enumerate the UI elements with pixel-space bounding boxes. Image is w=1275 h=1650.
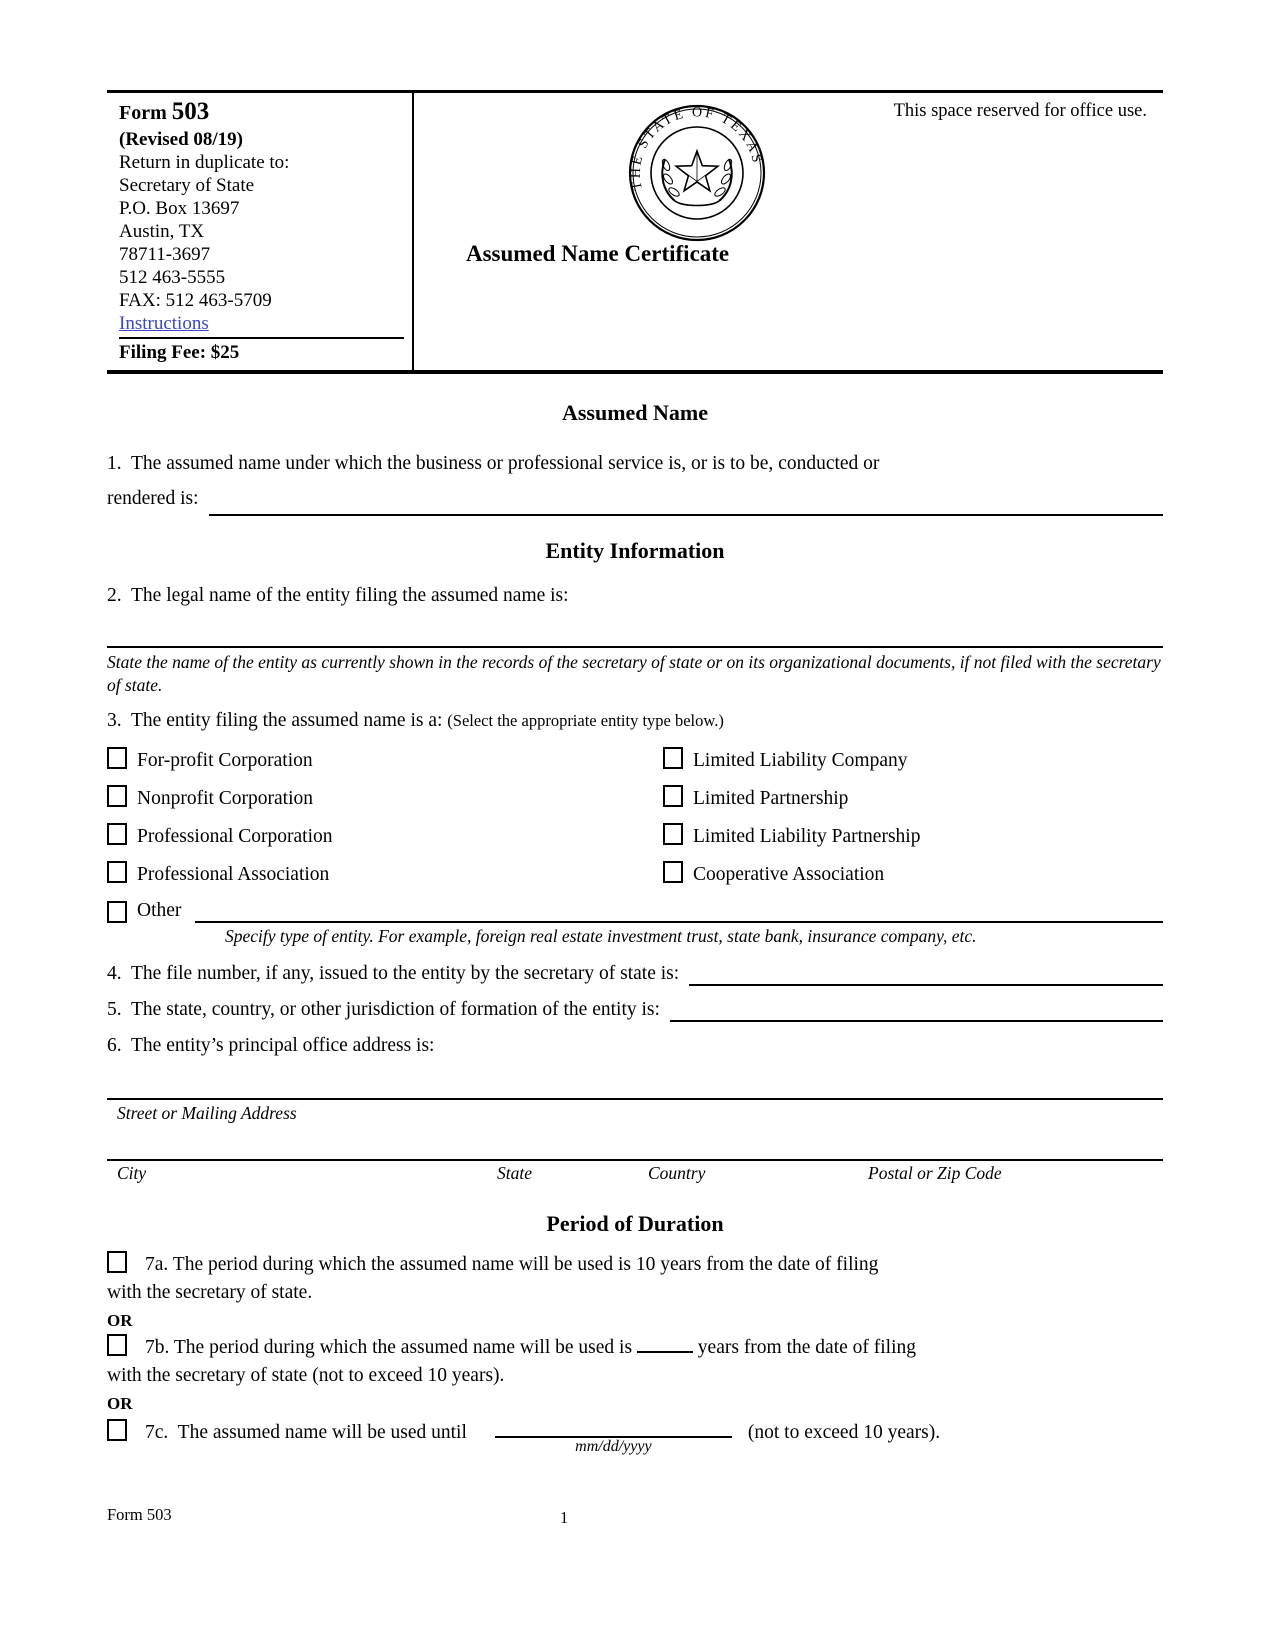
texas-state-seal-icon xyxy=(627,103,767,243)
checkbox-nonprofit-corporation[interactable] xyxy=(107,785,127,807)
section-heading-assumed-name: Assumed Name xyxy=(561,400,709,425)
item7c-text-before: 7c. The assumed name will be used until xyxy=(145,1422,467,1443)
entity-type-option xyxy=(663,823,1163,849)
item7a-row xyxy=(107,1251,1163,1307)
item7c-text-after: (not to exceed 10 years). xyxy=(747,1422,941,1443)
item7a-text-line1: 7a. The period during which the assumed name will be used is 10 years from the date of filing xyxy=(145,1254,879,1275)
entity-type-label: Professional Association xyxy=(137,864,330,885)
entity-type-label: Professional Corporation xyxy=(137,826,333,847)
footer-form-id: Form 503 xyxy=(107,1505,172,1524)
or-separator: OR xyxy=(107,1394,133,1413)
entity-type-option xyxy=(107,747,663,773)
form-word: Form xyxy=(119,102,167,124)
item1-row xyxy=(107,481,1163,516)
city-state-country-postal-input-line[interactable] xyxy=(107,1159,1163,1161)
entity-type-label: Cooperative Association xyxy=(693,864,885,885)
city-label: City xyxy=(117,1163,147,1183)
item1-text-line1: 1. The assumed name under which the business or professional service is, or is to be, conducted or xyxy=(107,453,880,474)
checkbox-cooperative-association[interactable] xyxy=(663,861,683,883)
legal-name-input-line[interactable] xyxy=(107,646,1163,648)
entity-type-label: Limited Liability Company xyxy=(693,750,908,771)
item3-label: 3. The entity filing the assumed name is a: xyxy=(107,710,443,731)
checkbox-limited-partnership[interactable] xyxy=(663,785,683,807)
checkbox-7b[interactable] xyxy=(107,1334,127,1356)
footer-page-number: 1 xyxy=(560,1508,569,1527)
instructions-link[interactable]: Instructions xyxy=(119,313,209,334)
fax-line: FAX: 512 463-5709 xyxy=(119,290,272,311)
item5-row xyxy=(107,998,1163,1022)
filing-fee: Filing Fee: $25 xyxy=(119,337,404,364)
entity-type-grid xyxy=(107,747,1163,887)
checkbox-7c[interactable] xyxy=(107,1419,127,1441)
jurisdiction-input-line[interactable] xyxy=(670,1020,1163,1022)
years-input-line[interactable] xyxy=(637,1333,693,1353)
form-number-line xyxy=(119,97,404,128)
form-content xyxy=(107,90,1163,1455)
item7b-text-after: years from the date of filing xyxy=(697,1337,917,1358)
entity-type-label: Nonprofit Corporation xyxy=(137,788,314,809)
entity-type-option xyxy=(107,823,663,849)
checkbox-7a[interactable] xyxy=(107,1251,127,1273)
street-address-input-line[interactable] xyxy=(107,1098,1163,1100)
entity-type-option xyxy=(663,861,1163,887)
return-address-line: Return in duplicate to: xyxy=(119,152,290,173)
country-label: Country xyxy=(648,1163,706,1183)
entity-type-option xyxy=(663,785,1163,811)
form-revision: (Revised 08/19) xyxy=(119,129,244,150)
date-input-line[interactable] xyxy=(495,1416,732,1455)
item6-text: 6. The entity’s principal office address is: xyxy=(107,1035,435,1056)
form-header-left-cell xyxy=(107,93,414,370)
return-address-line: Austin, TX xyxy=(119,221,205,242)
entity-type-option xyxy=(107,785,663,811)
item7c-row xyxy=(107,1416,1163,1455)
item2-text: 2. The legal name of the entity filing the assumed name is: xyxy=(107,585,569,606)
entity-type-option xyxy=(663,747,1163,773)
item7b-text-line2: with the secretary of state (not to exceed 10 years). xyxy=(107,1365,505,1386)
checkbox-professional-association[interactable] xyxy=(107,861,127,883)
assumed-name-input-line[interactable] xyxy=(209,514,1163,516)
item3-text xyxy=(107,709,1163,733)
item7b-text-before: 7b. The period during which the assumed name will be used is xyxy=(145,1337,633,1358)
checkbox-other[interactable] xyxy=(107,901,127,923)
entity-type-label: Limited Liability Partnership xyxy=(693,826,921,847)
other-entity-input-line[interactable] xyxy=(195,921,1163,923)
entity-type-label: Limited Partnership xyxy=(693,788,849,809)
street-address-label: Street or Mailing Address xyxy=(117,1103,297,1123)
file-number-input-line[interactable] xyxy=(689,984,1163,986)
date-format-hint: mm/dd/yyyy xyxy=(575,1438,652,1455)
item4-text: 4. The file number, if any, issued to the entity by the secretary of state is: xyxy=(107,963,680,984)
or-separator: OR xyxy=(107,1311,133,1330)
form-title: Assumed Name Certificate xyxy=(466,241,730,266)
item4-row xyxy=(107,962,1163,986)
phone-line: 512 463-5555 xyxy=(119,267,226,288)
return-address-line: P.O. Box 13697 xyxy=(119,198,240,219)
other-label: Other xyxy=(137,900,182,921)
return-address-line: 78711-3697 xyxy=(119,244,211,265)
address-field-labels xyxy=(107,1163,1163,1187)
svg-text:THE STATE OF TEXAS: THE STATE OF TEXAS xyxy=(628,105,765,192)
entity-type-label: For-profit Corporation xyxy=(137,750,313,771)
postal-label: Postal or Zip Code xyxy=(868,1163,1002,1183)
checkbox-limited-liability-company[interactable] xyxy=(663,747,683,769)
item7b-row xyxy=(107,1333,1163,1390)
checkbox-limited-liability-partnership[interactable] xyxy=(663,823,683,845)
item7a-text-line2: with the secretary of state. xyxy=(107,1282,313,1303)
section-heading-period-of-duration: Period of Duration xyxy=(546,1211,724,1236)
entity-type-other-row xyxy=(107,899,1163,923)
item5-text: 5. The state, country, or other jurisdiction of formation of the entity is: xyxy=(107,999,660,1020)
other-note: Specify type of entity. For example, foreign real estate investment trust, state bank, insurance company, etc. xyxy=(225,926,977,946)
form-header-box xyxy=(107,90,1163,374)
section-heading-entity-information: Entity Information xyxy=(545,538,725,563)
state-label: State xyxy=(497,1163,532,1183)
item3-hint: (Select the appropriate entity type below.) xyxy=(447,711,724,730)
return-address-line: Secretary of State xyxy=(119,175,255,196)
entity-type-option xyxy=(107,861,663,887)
form-header-right-cell xyxy=(414,93,1163,370)
item2-note: State the name of the entity as currently shown in the records of the secretary of state or on its organizational documents, if not filed with the secretary of state. xyxy=(107,652,1161,695)
office-use-note: This space reserved for office use. xyxy=(893,101,1147,121)
item1-text-line2: rendered is: xyxy=(107,488,199,509)
checkbox-professional-corporation[interactable] xyxy=(107,823,127,845)
checkbox-for-profit-corporation[interactable] xyxy=(107,747,127,769)
form-number: 503 xyxy=(171,98,210,125)
